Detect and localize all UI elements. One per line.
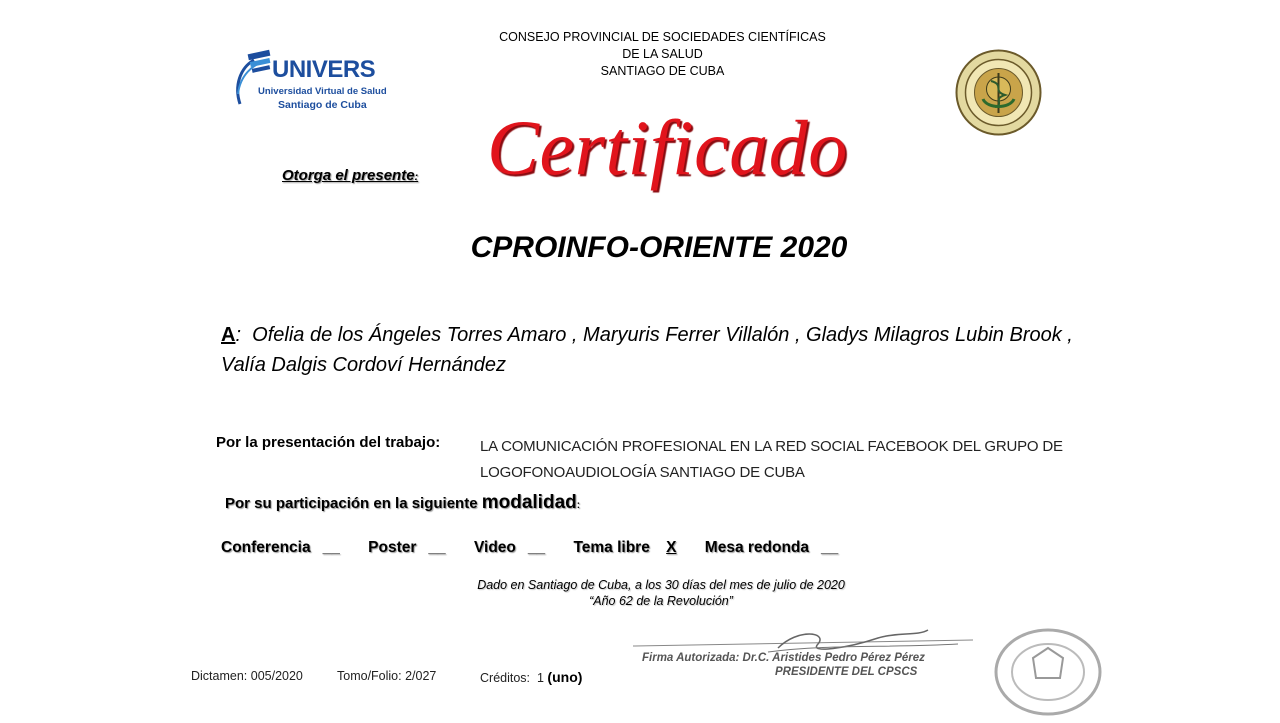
council-line-2: DE LA SALUD xyxy=(622,47,703,61)
modality-options xyxy=(221,539,862,557)
event-name: CPROINFO-ORIENTE 2020 xyxy=(470,231,848,264)
option-mark: __ xyxy=(322,539,340,556)
grant-text: Otorga el presente xyxy=(282,167,415,184)
univers-line-2: Santiago de Cuba xyxy=(278,99,367,111)
credits-value: 1 xyxy=(536,671,544,685)
issued-statement xyxy=(0,577,1280,609)
option-mark: __ xyxy=(821,539,839,556)
option-label: Mesa redonda xyxy=(704,539,810,556)
signature-authorized: Firma Autorizada: Dr.C. Aristides Pedro Pérez Pérez xyxy=(642,652,925,664)
credits xyxy=(480,669,582,685)
option-mark: __ xyxy=(527,539,546,556)
univers-logo xyxy=(232,46,387,118)
option-label: Video xyxy=(473,539,516,556)
option-mark: X xyxy=(666,539,677,556)
council-header xyxy=(0,29,1280,80)
option-mark: __ xyxy=(428,539,446,556)
certificate-title: Certificado xyxy=(487,104,848,191)
modality-colon: : xyxy=(576,500,581,511)
univers-brand: UNIVERS xyxy=(272,56,376,83)
recipients-prefix: A xyxy=(221,324,236,346)
council-line-1: CONSEJO PROVINCIAL DE SOCIEDADES CIENTÍFICAS xyxy=(499,30,826,44)
scientific-societies-seal-icon xyxy=(955,49,1042,136)
credits-label: Créditos: xyxy=(480,671,531,685)
modality-tema-libre xyxy=(573,539,688,556)
recipients-sep: : xyxy=(235,324,242,346)
tomo-folio: Tomo/Folio: 2/027 xyxy=(337,669,437,683)
option-label: Poster xyxy=(368,539,417,556)
univers-line-1: Universidad Virtual de Salud xyxy=(258,86,387,97)
modality-label xyxy=(225,492,580,514)
work-title: LA COMUNICACIÓN PROFESIONAL EN LA RED SOCIAL FACEBOOK DEL GRUPO DE LOGOFONOAUDIOLOGÍA SANTIAGO DE CUBA xyxy=(480,438,1063,481)
council-line-3: SANTIAGO DE CUBA xyxy=(600,64,725,78)
grant-colon: : xyxy=(414,171,419,183)
modality-conferencia xyxy=(221,539,352,556)
option-label: Tema libre xyxy=(573,539,655,556)
recipients xyxy=(221,320,1101,380)
credits-text: (uno) xyxy=(547,669,583,685)
grant-label xyxy=(282,167,418,184)
signature-title: PRESIDENTE DEL CPSCS xyxy=(775,666,918,678)
modality-poster xyxy=(368,539,458,556)
modality-mesa-redonda xyxy=(705,539,850,556)
issued-line-1: Dado en Santiago de Cuba, a los 30 días del mes de julio de 2020 xyxy=(477,578,845,592)
modality-video xyxy=(474,539,557,556)
dictamen: Dictamen: 005/2020 xyxy=(191,669,303,683)
modality-word: modalidad xyxy=(481,492,577,513)
work-label: Por la presentación del trabajo: xyxy=(216,434,441,451)
modality-label-text: Por su participación en la siguiente xyxy=(225,495,482,512)
societies-seal xyxy=(955,49,1042,136)
option-label: Conferencia xyxy=(221,539,311,556)
issued-line-2: “Año 62 de la Revolución” xyxy=(589,594,733,608)
recipients-names: Ofelia de los Ángeles Torres Amaro , Maryuris Ferrer Villalón , Gladys Milagros Lubin Brook , Valía Dalgis Cordoví Hernández xyxy=(221,324,1073,376)
